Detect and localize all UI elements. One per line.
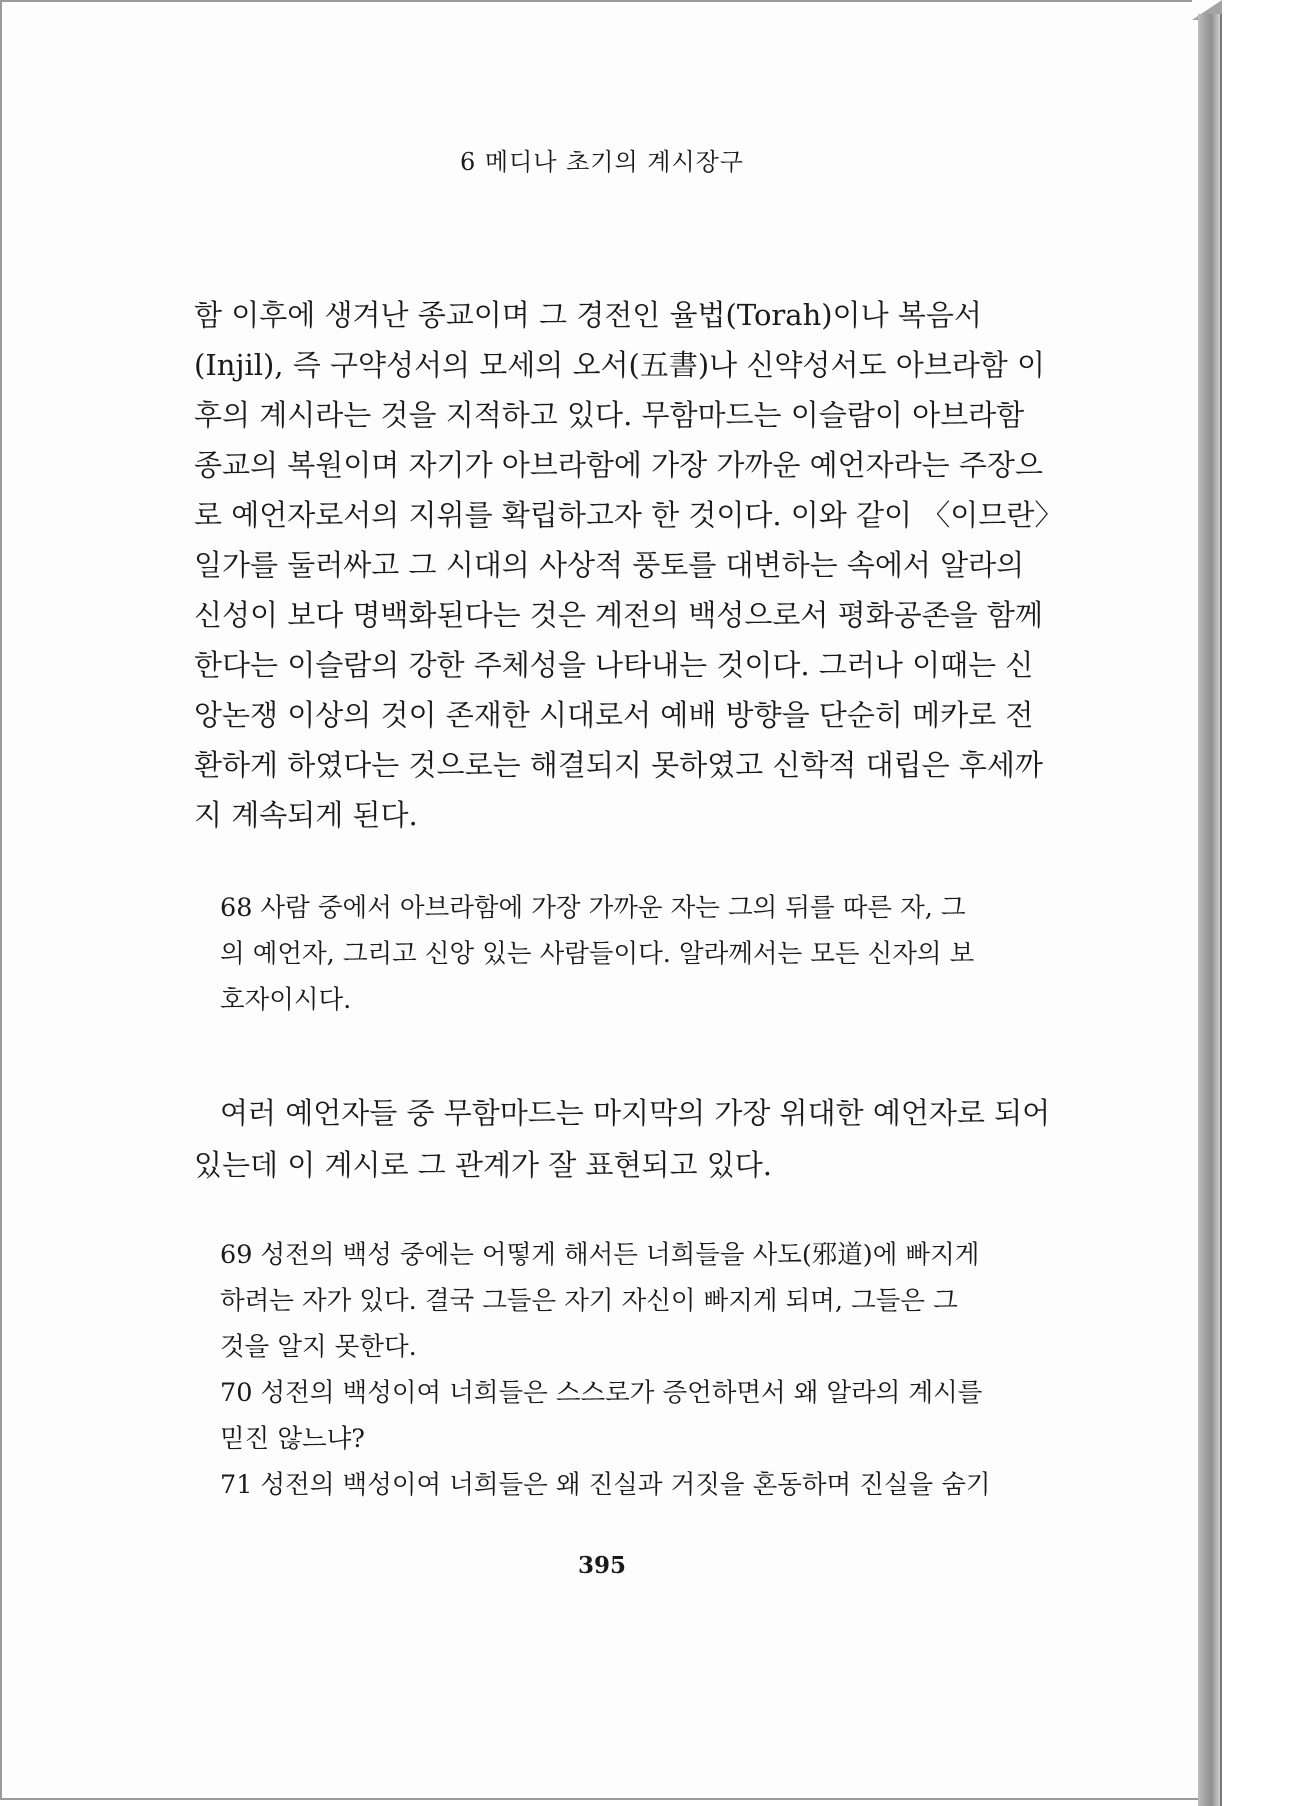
verse-line: 71 성전의 백성이여 너희들은 왜 진실과 거짓을 혼동하며 진실을 숨기 [220,1470,991,1500]
verse-line: 것을 알지 못한다. [220,1332,417,1362]
body-paragraph [194,290,1064,840]
running-head: 6 메디나 초기의 계시장구 [460,148,744,176]
verse-line: 의 예언자, 그리고 신앙 있는 사람들이다. 알라께서는 모든 신자의 보 [220,939,975,969]
body-line: (Injil), 즉 구약성서의 모세의 오서(五書)나 신약성서도 아브라함 이 [194,348,1045,382]
verse-line: 70 성전의 백성이여 너희들은 스스로가 증언하면서 왜 알라의 계시를 [220,1378,983,1408]
verse-line: 68 사람 중에서 아브라함에 가장 가까운 자는 그의 뒤를 따른 자, 그 [220,893,966,923]
body-line: 함 이후에 생겨난 종교이며 그 경전인 율법(Torah)이나 복음서 [194,298,982,332]
body-line: 신성이 보다 명백화된다는 것은 계전의 백성으로서 평화공존을 함께 [194,598,1043,632]
body-line: 여러 예언자들 중 무함마드는 마지막의 가장 위대한 예언자로 되어 [220,1096,1051,1130]
body-line: 후의 계시라는 것을 지적하고 있다. 무함마드는 이슬람이 아브라함 [194,398,1025,432]
verse-line: 믿진 않느냐? [220,1424,365,1454]
body-line: 한다는 이슬람의 강한 주체성을 나타내는 것이다. 그러나 이때는 신 [194,648,1034,682]
body-line: 환하게 하였다는 것으로는 해결되지 못하였고 신학적 대립은 후세까 [194,748,1043,782]
verse-block-68 [220,885,1032,1023]
book-edge [1198,14,1222,1806]
body-line: 로 예언자로서의 지위를 확립하고자 한 것이다. 이와 같이 〈이므란〉 [194,498,1064,532]
verse-line: 69 성전의 백성 중에는 어떻게 해서든 너희들을 사도(邪道)에 빠지게 [220,1240,980,1270]
page-number: 395 [577,1552,626,1579]
body-line: 있는데 이 계시로 그 관계가 잘 표현되고 있다. [194,1148,772,1182]
body-line: 종교의 복원이며 자기가 아브라함에 가장 가까운 예언자라는 주장으 [194,448,1043,482]
mid-paragraph [194,1087,1054,1191]
body-line: 앙논쟁 이상의 것이 존재한 시대로서 예배 방향을 단순히 메카로 전 [194,698,1034,732]
verse-block-69-71 [220,1232,1032,1508]
body-line: 일가를 둘러싸고 그 시대의 사상적 풍토를 대변하는 속에서 알라의 [194,548,1025,582]
body-line: 지 계속되게 된다. [194,798,418,832]
verse-line: 하려는 자가 있다. 결국 그들은 자기 자신이 빠지게 되며, 그들은 그 [220,1286,958,1316]
verse-line: 호자이시다. [220,985,352,1015]
